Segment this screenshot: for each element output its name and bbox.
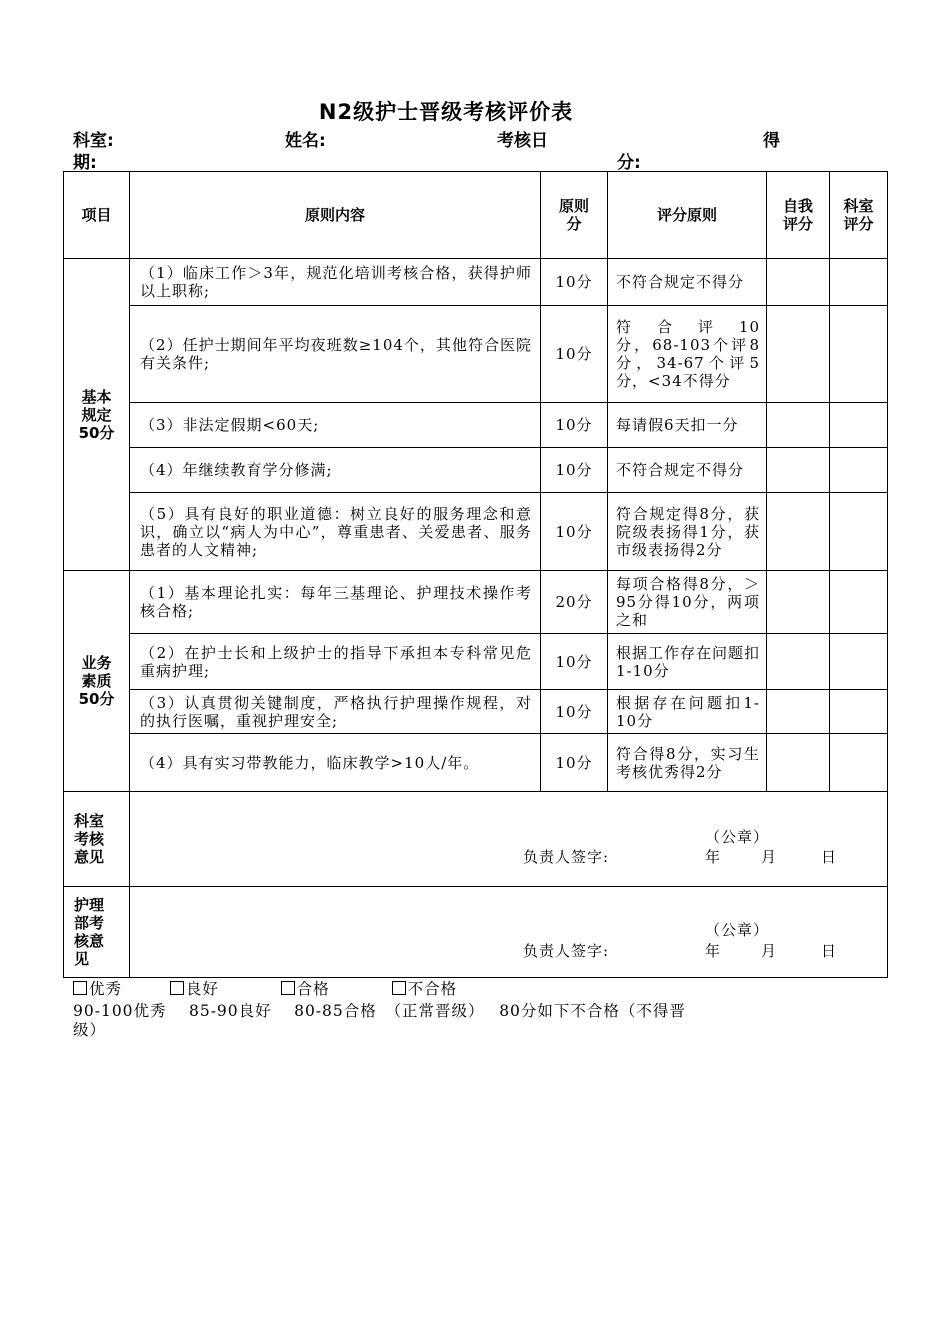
rule-cell: 不符合规定不得分 <box>608 259 767 306</box>
dept-score-cell[interactable] <box>830 448 888 493</box>
dept-score-cell[interactable] <box>830 634 888 690</box>
dept-score-cell[interactable] <box>830 403 888 448</box>
dept-score-cell[interactable] <box>830 493 888 571</box>
content-cell: （4）年继续教育学分修满; <box>130 448 541 493</box>
header-dept-score: 科室 评分 <box>830 172 888 259</box>
points-cell: 10分 <box>541 634 608 690</box>
rule-cell: 每项合格得8分，＞95分得10分，两项之和 <box>608 571 767 634</box>
points-cell: 10分 <box>541 448 608 493</box>
content-cell: （3）认真贯彻关键制度，严格执行护理操作规程，对的执行医嘱，重视护理安全; <box>130 690 541 734</box>
header-item: 项目 <box>64 172 130 259</box>
exam-date-label-cont: 期: <box>73 153 97 173</box>
day-label: 日 <box>821 848 837 866</box>
rule-cell: 每请假6天扣一分 <box>608 403 767 448</box>
option-fail[interactable]: 不合格 <box>392 980 458 998</box>
content-cell: （1）基本理论扎实：每年三基理论、护理技术操作考核合格; <box>130 571 541 634</box>
score-label-top: 得 <box>763 131 780 151</box>
content-cell: （4）具有实习带教能力，临床教学>10人/年。 <box>130 734 541 792</box>
dept-score-cell[interactable] <box>830 571 888 634</box>
self-score-cell[interactable] <box>767 403 830 448</box>
dept-score-cell[interactable] <box>830 259 888 306</box>
self-score-cell[interactable] <box>767 448 830 493</box>
grading-scale: 90-100优秀 85-90良好 80-85合格 （正常晋级） 80分如下不合格（不得晋 <box>73 1002 686 1020</box>
page-title: N2级护士晋级考核评价表 <box>318 100 574 124</box>
dept-opinion-label: 科室 考核 意见 <box>64 792 130 887</box>
dept-score-cell[interactable] <box>830 690 888 734</box>
signer-label: 负责人签字: <box>523 848 610 866</box>
table-row <box>64 448 888 493</box>
content-cell: （2）任护士期间年平均夜班数≥104个，其他符合医院有关条件; <box>130 306 541 403</box>
year-label: 年 <box>705 942 721 960</box>
table-row <box>64 734 888 792</box>
checkbox-icon <box>392 981 406 995</box>
category-basic: 基本 规定 50分 <box>64 259 130 571</box>
rule-cell: 符合得8分，实习生考核优秀得2分 <box>608 734 767 792</box>
self-score-cell[interactable] <box>767 493 830 571</box>
table-row <box>64 571 888 634</box>
content-cell: （5）具有良好的职业道德：树立良好的服务理念和意识，确立以“病人为中心”，尊重患者、关爱患者、服务患者的人文精神; <box>130 493 541 571</box>
table-row <box>64 493 888 571</box>
dept-score-cell[interactable] <box>830 306 888 403</box>
rule-cell: 不符合规定不得分 <box>608 448 767 493</box>
dept-label: 科室: <box>73 131 114 151</box>
rule-cell: 根据工作存在问题扣1-10分 <box>608 634 767 690</box>
exam-date-label: 考核日 <box>497 131 548 151</box>
dept-opinion-row <box>64 792 888 887</box>
self-score-cell[interactable] <box>767 734 830 792</box>
header-content: 原则内容 <box>130 172 541 259</box>
dept-opinion-area[interactable] <box>130 792 888 887</box>
points-cell: 10分 <box>541 306 608 403</box>
evaluation-table <box>63 171 888 978</box>
points-cell: 10分 <box>541 259 608 306</box>
header-points: 原则 分 <box>541 172 608 259</box>
signer-label: 负责人签字: <box>523 942 610 960</box>
table-row <box>64 259 888 306</box>
score-label-cont: 分: <box>617 153 641 173</box>
checkbox-icon <box>281 981 295 995</box>
name-label: 姓名: <box>285 131 326 151</box>
nursing-opinion-area[interactable] <box>130 887 888 978</box>
table-header-row <box>64 172 888 259</box>
points-cell: 20分 <box>541 571 608 634</box>
table-row <box>64 634 888 690</box>
day-label: 日 <box>821 942 837 960</box>
dept-score-cell[interactable] <box>830 734 888 792</box>
self-score-cell[interactable] <box>767 306 830 403</box>
self-score-cell[interactable] <box>767 571 830 634</box>
option-pass[interactable]: 合格 <box>281 980 330 998</box>
grading-scale-cont: 级） <box>73 1021 107 1039</box>
result-options <box>73 977 457 999</box>
seal-text: （公章） <box>705 921 770 939</box>
points-cell: 10分 <box>541 493 608 571</box>
option-good[interactable]: 良好 <box>170 980 219 998</box>
points-cell: 10分 <box>541 734 608 792</box>
points-cell: 10分 <box>541 690 608 734</box>
month-label: 月 <box>761 848 777 866</box>
header-self-score: 自我 评分 <box>767 172 830 259</box>
rule-cell: 符 合 评 10分，68-103个评8分，34-67个评5分，<34不得分 <box>608 306 767 403</box>
content-cell: （2）在护士长和上级护士的指导下承担本专科常见危重病护理; <box>130 634 541 690</box>
table-row <box>64 690 888 734</box>
year-label: 年 <box>705 848 721 866</box>
rule-cell: 符合规定得8分，获院级表扬得1分，获市级表扬得2分 <box>608 493 767 571</box>
table-row <box>64 403 888 448</box>
content-cell: （1）临床工作＞3年，规范化培训考核合格，获得护师以上职称; <box>130 259 541 306</box>
checkbox-icon <box>73 981 87 995</box>
table-row <box>64 306 888 403</box>
rule-cell: 根据存在问题扣1-10分 <box>608 690 767 734</box>
checkbox-icon <box>170 981 184 995</box>
seal-text: （公章） <box>705 828 770 846</box>
nursing-opinion-row <box>64 887 888 978</box>
self-score-cell[interactable] <box>767 690 830 734</box>
header-rule: 评分原则 <box>608 172 767 259</box>
nursing-opinion-label: 护理 部考 核意 见 <box>64 887 130 978</box>
category-quality: 业务 素质 50分 <box>64 571 130 792</box>
self-score-cell[interactable] <box>767 634 830 690</box>
self-score-cell[interactable] <box>767 259 830 306</box>
points-cell: 10分 <box>541 403 608 448</box>
content-cell: （3）非法定假期<60天; <box>130 403 541 448</box>
month-label: 月 <box>761 942 777 960</box>
option-excellent[interactable]: 优秀 <box>73 980 122 998</box>
